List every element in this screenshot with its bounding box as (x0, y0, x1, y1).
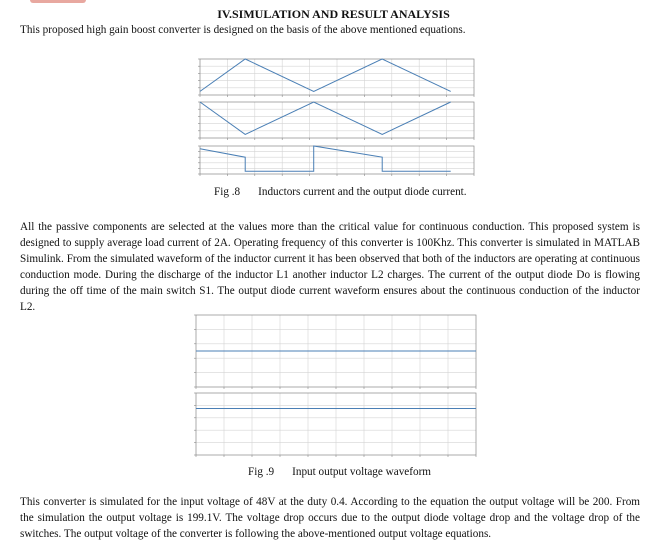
paragraph-intro: This proposed high gain boost converter is designed on the basis of the above mentioned equations. (20, 24, 466, 36)
figure-8-caption (214, 186, 467, 198)
figure-8 (194, 56, 478, 182)
logo-fragment (0, 0, 88, 6)
fig9-panel-1 (194, 315, 476, 389)
figure-9-caption-text: Input output voltage waveform (292, 466, 432, 478)
fig9-panel-2 (194, 393, 476, 457)
series-line (200, 102, 451, 134)
fig8-panel-1 (198, 59, 474, 97)
section-heading: IV.SIMULATION AND RESULT ANALYSIS (217, 7, 450, 21)
figure-9 (188, 309, 480, 467)
figure-9-caption (248, 466, 431, 478)
figure-9-label: Fig .9 (248, 466, 275, 478)
figure-8-plot (194, 56, 478, 182)
paragraph-analysis: All the passive components are selected at the values more than the critical value for continuous conduction. This proposed system is designed to supply average load current of 2A. Operating frequency of this converter is 100Khz. This converter is simulated in MATLAB Simulink. From the simulated waveform of the inductor current it has been observed that both of the inductors are operating at continuous conduction mode. During the discharge of the inductor L1 another inductor L2 charges. The current of the output diode Do is flowing during the off time of the main switch S1. The output diode current waveform ensures about the continuous conduction of the inductor L2. (20, 221, 640, 313)
paragraph-conclusion: This converter is simulated for the input voltage of 48V at the duty 0.4. According to the equation the output voltage will be 200. From the simulation the output voltage is 199.1V. The voltage drop occurs due to the output diode voltage drop and the voltage drop of the switches. The output voltage of the converter is following the above-mentioned output voltage equations. (20, 496, 640, 540)
figure-9-plot (188, 309, 480, 467)
series-line (200, 146, 451, 171)
figure-8-caption-text: Inductors current and the output diode current. (258, 186, 467, 198)
fig8-panel-3 (198, 146, 474, 176)
fig8-panel-2 (198, 102, 474, 140)
figure-8-label: Fig .8 (214, 186, 241, 198)
series-line (200, 59, 451, 91)
